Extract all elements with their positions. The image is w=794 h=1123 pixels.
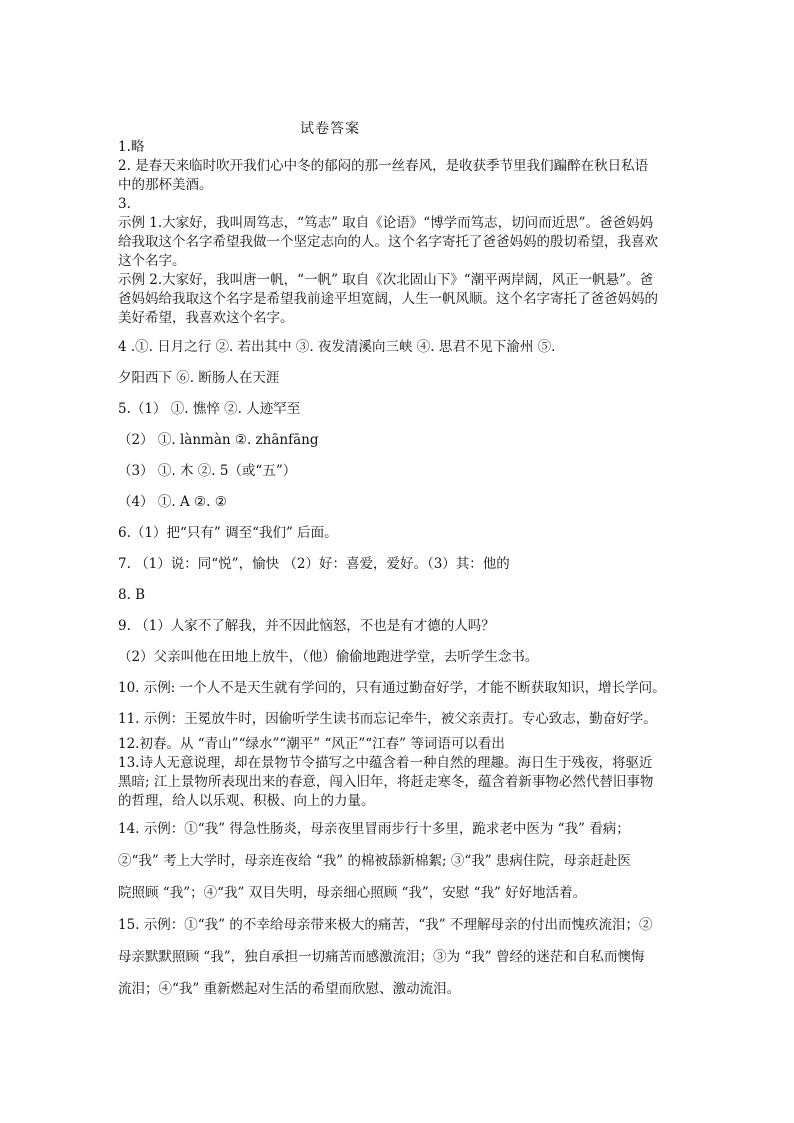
answer-line-q2: 2. 是春天来临时吹开我们心中冬的郁闷的那一丝春风，是收获季节里我们蹁醉在秋日私语 <box>118 158 649 174</box>
answer-line-q13-end: 的哲理，给人以乐观、积极、向上的力量。 <box>118 793 375 809</box>
answer-line-q5-2: （2） ①. lànmàn ②. zhānfāng <box>118 432 319 448</box>
answer-line-q15: 15. 示例：①“我” 的不幸给母亲带来极大的痛苦，“我” 不理解母亲的付出而愧疚流泪；② <box>118 917 653 933</box>
answer-line-q3-example2-cont: 爸妈妈给我取这个名字是希望我前途平坦宽阔，人生一帆风顺。这个名字寄托了爸爸妈妈的 <box>118 291 658 307</box>
answer-line-q11: 11. 示例：王冕放牛时，因偷听学生读书而忘记牵牛，被父亲责打。专心致志，勤奋好学。 <box>118 711 657 727</box>
page-title: 试卷答案 <box>300 121 360 137</box>
answer-line-q3-example2: 示例 2.大家好，我叫唐一帆，“一帆” 取自《次北固山下》“潮平两岸阔，风正一帆悬”。爸 <box>118 272 654 288</box>
answer-line-q1: 1.略 <box>118 139 145 155</box>
answer-line-q14: 14. 示例：①“我” 得急性肠炎，母亲夜里冒雨步行十多里，跪求老中医为 “我” 看病； <box>118 821 630 837</box>
answer-line-q3-example1-end: 这个名字。 <box>118 253 186 269</box>
answer-line-q15-end: 流泪；④“我” 重新燃起对生活的希望而欣慰、激动流泪。 <box>118 981 461 997</box>
answer-line-q14-cont: ②“我” 考上大学时，母亲连夜给 “我” 的棉被舔新棉絮; ③“我” 患病住院，母亲赶赴医 <box>118 853 631 869</box>
answer-line-q6: 6.（1）把“只有” 调至“我们” 后面。 <box>118 525 338 541</box>
answer-line-q15-cont: 母亲默默照顾 “我”，独自承担一切痛苦而感激流泪；③为 “我” 曾经的迷茫和自私而懊悔 <box>118 949 645 965</box>
answer-line-q9-2: （2）父亲叫他在田地上放牛，（他）偷偷地跑进学堂，去听学生念书。 <box>118 649 539 665</box>
answer-content <box>118 138 684 1005</box>
answer-line-q9-1: 9. （1）人家不了解我，并不因此恼怒，不也是有才德的人吗？ <box>118 618 495 634</box>
answer-line-q13-cont: 黑暗; 江上景物所表现出来的春意，闯入旧年，将赶走寒冬，蕴含着新事物必然代替旧事物 <box>118 774 654 790</box>
answer-line-q5-1: 5.（1） ①. 憔悴 ②. 人迹罕至 <box>118 401 301 417</box>
answer-line-q3-example1-cont: 给我取这个名字希望我做一个坚定志向的人。这个名字寄托了爸爸妈妈的殷切希望，我喜欢 <box>118 234 658 250</box>
answer-line-q3-example2-end: 美好希望，我喜欢这个名字。 <box>118 310 294 326</box>
answer-line-q12: 12.初春。从 “青山”“绿水”“潮平” “风正”“江春” 等词语可以看出 <box>118 736 505 752</box>
answer-line-q2-cont: 中的那杯美酒。 <box>118 177 213 193</box>
answer-line-q3: 3. <box>118 196 131 212</box>
answer-line-q7: 7. （1）说：同“悦”，愉快 （2）好：喜爱，爱好。（3）其：他的 <box>118 556 510 572</box>
answer-line-q4-cont: 夕阳西下 ⑥. 断肠人在天涯 <box>118 370 280 386</box>
answer-line-q3-example1: 示例 1.大家好，我叫周笃志，“笃志” 取自《论语》“博学而笃志，切问而近思”。爸爸妈妈 <box>118 215 654 231</box>
answer-line-q10: 10. 示例: 一个人不是天生就有学问的，只有通过勤奋好学，才能不断获取知识，增长学问。 <box>118 680 666 696</box>
answer-line-q5-4: （4） ①. A ②. ② <box>118 494 227 510</box>
answer-line-q14-end: 院照顾 “我”；④“我” 双目失明，母亲细心照顾 “我”，安慰 “我” 好好地活着。 <box>118 885 587 901</box>
answer-line-q4: 4 .①. 日月之行 ②. 若出其中 ③. 夜发清溪向三峡 ④. 思君不见下渝州 ⑤. <box>118 339 556 355</box>
answer-line-q13: 13.诗人无意说理，却在景物节令描写之中蕴含着一种自然的理趣。海日生于残夜，将驱近 <box>118 755 653 771</box>
answer-line-q5-3: （3） ①. 木 ②. 5（或“五”） <box>118 463 297 479</box>
answer-line-q8: 8. B <box>118 587 146 603</box>
